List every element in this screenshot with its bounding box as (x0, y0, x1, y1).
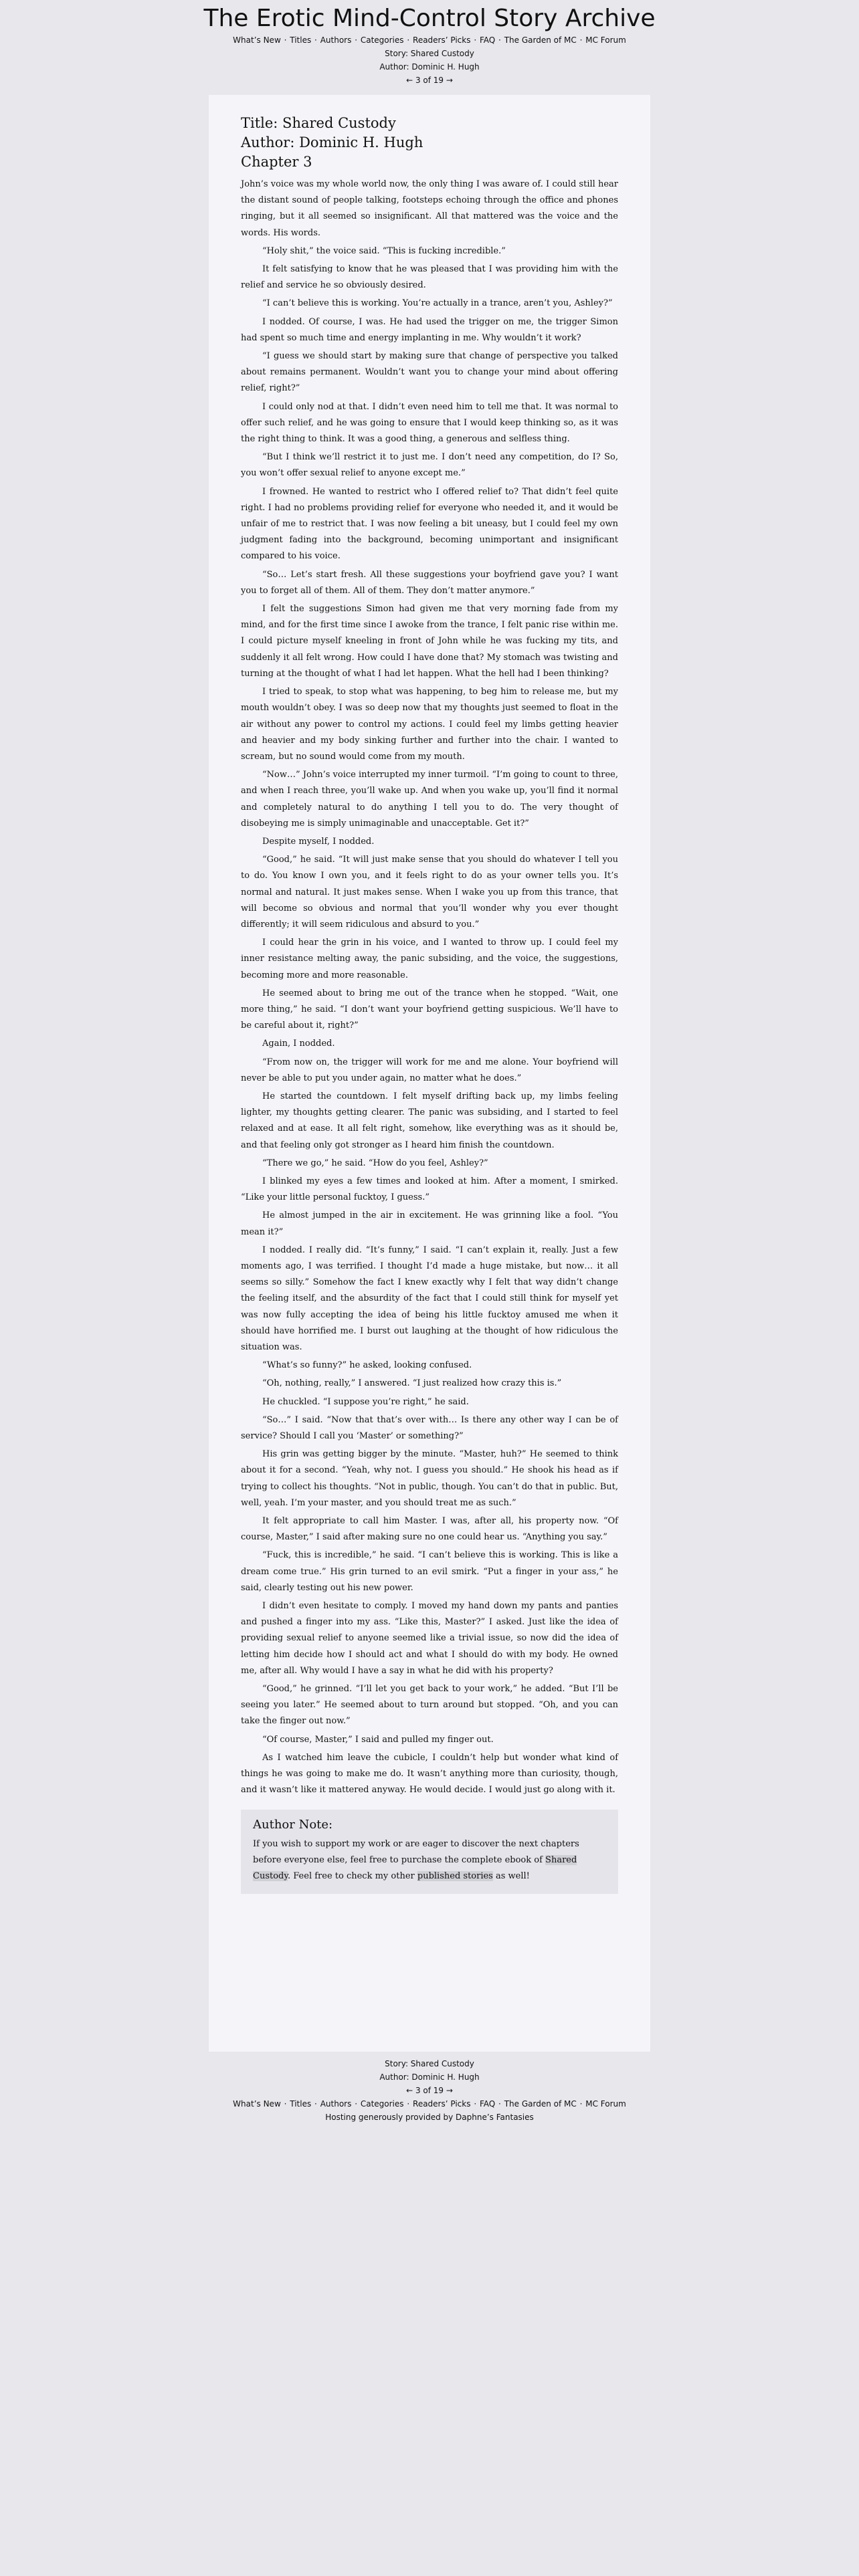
nav-separator: · (474, 35, 477, 45)
nav-separator: · (498, 2099, 501, 2109)
hosting-credit-link[interactable]: Hosting generously provided by Daphne’s Fantasies (325, 2113, 534, 2122)
story-paragraph: I didn’t even hesitate to comply. I moved my hand down my pants and panties and pushed a finger into my ass. “Like this, Master?” I asked. Just like the idea of providing sexual relief to anyone seemed like a trivial issue, so now did the idea of letting him decide how I should act and what I should do with my body. He owned me, after all. Why would I have a say in what he did with his property? (241, 1601, 618, 1676)
story-paragraph: I nodded. Of course, I was. He had used the trigger on me, the trigger Simon had spent so much time and energy implanting in me. Why wouldn’t it work? (241, 316, 618, 343)
author-note-box (241, 1810, 618, 1894)
nav-separator: · (579, 2099, 583, 2109)
story-paragraph: “Fuck, this is incredible,” he said. “I can’t believe this is working. This is like a dream come true.” His grin turned to an evil smirk. “Put a finger in your ass,” he said, clearly testing out his new power. (241, 1550, 618, 1593)
nav-authors[interactable]: Authors (320, 35, 352, 45)
header-story-link[interactable]: Story: Shared Custody (385, 49, 474, 58)
site-header (0, 0, 859, 87)
footer-nav-authors[interactable]: Authors (320, 2099, 352, 2109)
story-paragraph: I could only nod at that. I didn’t even need him to tell me that. It was normal to offer such relief, and he was going to ensure that I would keep thinking so, as it was the right thing to think. It was a good thing, a generous and selfless thing. (241, 401, 618, 445)
footer-nav-mc-forum[interactable]: MC Forum (585, 2099, 626, 2109)
story-paragraph: “I can’t believe this is working. You’re actually in a trance, aren’t you, Ashley?” (262, 298, 613, 309)
story-chapter: Chapter 3 (241, 154, 312, 170)
header-story-link-row (0, 47, 859, 60)
story-paragraph: Despite myself, I nodded. (262, 836, 375, 847)
story-paragraph: “There we go,” he said. “How do you feel, Ashley?” (262, 1158, 488, 1168)
site-title[interactable]: The Erotic Mind-Control Story Archive (203, 5, 656, 32)
story-paragraph: “What’s so funny?” he asked, looking confused. (262, 1360, 472, 1371)
nav-separator: · (407, 2099, 410, 2109)
footer-nav-garden-of-mc[interactable]: The Garden of MC (504, 2099, 577, 2109)
author-note-text (253, 1836, 606, 1885)
story-paragraph: “Good,” he said. “It will just make sense that you should do whatever I tell you to do. You know I own you, and it feels right to do as your owner tells you. It’s normal and natural. It just makes sense. When I wake you up from this trance, that will become so obvious and normal that you’ll wonder why you ever thought differently; it will seem ridiculous and absurd to you.” (241, 855, 618, 930)
nav-separator: · (314, 2099, 317, 2109)
story-paragraph: He started the countdown. I felt myself drifting back up, my limbs feeling lighter, my thoughts getting clearer. The panic was subsiding, and I started to feel relaxed and at ease. It all felt right, somehow, like everything was as it should be, and that feeling only got stronger as I heard him finish the countdown. (241, 1091, 618, 1150)
footer-nav-readers-picks[interactable]: Readers’ Picks (413, 2099, 471, 2109)
nav-separator: · (407, 35, 410, 45)
nav-separator: · (355, 35, 358, 45)
nav-separator: · (579, 35, 583, 45)
story-paragraph: “Oh, nothing, really,” I answered. “I just realized how crazy this is.” (262, 1378, 562, 1389)
author-note-title: Author Note: (253, 1817, 333, 1832)
story-paragraph: He chuckled. “I suppose you’re right,” he said. (262, 1396, 469, 1407)
nav-separator: · (284, 35, 287, 45)
footer-story-link[interactable]: Story: Shared Custody (385, 2059, 474, 2068)
footer-pager-link[interactable]: ← 3 of 19 → (406, 2086, 453, 2095)
nav-separator: · (284, 2099, 287, 2109)
footer-nav-categories[interactable]: Categories (360, 2099, 404, 2109)
nav-separator: · (314, 35, 317, 45)
published-stories-link[interactable]: published stories (417, 1870, 493, 1881)
header-pager-link[interactable]: ← 3 of 19 → (406, 76, 453, 85)
story-paragraph: It felt satisfying to know that he was pleased that I was providing him with the relief and service he so obviously desired. (241, 264, 618, 291)
nav-separator: · (474, 2099, 477, 2109)
story-paragraph: “But I think we’ll restrict it to just me. I don’t need any competition, do I? So, you won’t offer sexual relief to anyone except me.” (241, 452, 618, 479)
story-paragraph: He seemed about to bring me out of the trance when he stopped. “Wait, one more thing,” he said. “I don’t want your boyfriend getting suspicious. We’ll have to be careful about it, right?” (241, 988, 618, 1031)
story-content (209, 95, 650, 1894)
header-author-link-row (0, 60, 859, 74)
story-paragraph: “I guess we should start by making sure that change of perspective you talked about remains permanent. Wouldn’t want you to change your mind about offering relief, right?” (241, 351, 618, 394)
story-body (241, 177, 618, 1799)
story-paragraph: “So…” I said. “Now that that’s over with… Is there any other way I can be of service? Should I call you ‘Master’ or something?” (241, 1414, 618, 1442)
author-note-text-after: as well! (492, 1870, 530, 1881)
footer-nav-titles[interactable]: Titles (290, 2099, 312, 2109)
story-author: Author: Dominic H. Hugh (241, 134, 423, 150)
story-paragraph: John’s voice was my whole world now, the only thing I was aware of. I could still hear the distant sound of people talking, footsteps echoing through the office and phones ringing, but it all seemed so insignificant. All that mattered was the voice and the words. His words. (241, 179, 618, 238)
story-paragraph: “Good,” he grinned. “I’ll let you get back to your work,” he added. “But I’ll be seeing you later.” He seemed about to turn around but stopped. “Oh, and you can take the finger out now.” (241, 1684, 618, 1727)
story-paragraph: I nodded. I really did. “It’s funny,” I said. “I can’t explain it, really. Just a few moments ago, I was terrified. I thought I’d made a huge mistake, but now… it all seems so silly.” Somehow the fact I knew exactly why I felt that way didn’t change the feeling itself, and the absurdity of the fact that I could still think for myself yet was now fully accepting the idea of being his little fucktoy amused me when it should have horrified me. I burst out laughing at the thought of how ridiculous the situation was. (241, 1245, 618, 1353)
story-paragraph: “Of course, Master,” I said and pulled my finger out. (262, 1734, 494, 1745)
story-title: Title: Shared Custody (241, 115, 396, 131)
author-note-text-before: If you wish to support my work or are eager to discover the next chapters before everyone else, feel free to purchase the complete ebook of (253, 1838, 579, 1865)
story-paragraph: “From now on, the trigger will work for me and me alone. Your boyfriend will never be able to put you under again, no matter what he does.” (241, 1057, 618, 1083)
story-paragraph: I felt the suggestions Simon had given me that very morning fade from my mind, and for the first time since I awoke from the trance, I felt panic rise within me. I could picture myself kneeling in front of John while he was fucking my tits, and suddenly it all felt wrong. How could I have done that? My stomach was twisting and turning at the thought of what I had let happen. What the hell had I been thinking? (241, 604, 618, 679)
story-panel (209, 95, 650, 2052)
nav-faq[interactable]: FAQ (479, 35, 496, 45)
story-paragraph: I frowned. He wanted to restrict who I offered relief to? That didn’t feel quite right. I had no problems providing relief for everyone who needed it, and it would be unfair of me to restrict that. I was now feeling a bit uneasy, but I could feel my own judgment fading into the background, becoming unimportant and insignificant compared to his voice. (241, 486, 618, 562)
site-footer (0, 2057, 859, 2124)
nav-separator: · (355, 2099, 358, 2109)
nav-readers-picks[interactable]: Readers’ Picks (413, 35, 471, 45)
footer-story-link-row (0, 2057, 859, 2070)
top-nav (0, 33, 859, 47)
hosting-credit-row (0, 2111, 859, 2124)
story-paragraph: He almost jumped in the air in excitement. He was grinning like a fool. “You mean it?” (241, 1210, 618, 1237)
footer-nav (0, 2097, 859, 2111)
nav-separator: · (498, 35, 501, 45)
story-paragraph: “So… Let’s start fresh. All these suggestions your boyfriend gave you? I want you to forget all of them. All of them. They don’t matter anymore.” (241, 569, 618, 596)
header-chapter-pager (0, 74, 859, 87)
story-paragraph: His grin was getting bigger by the minute. “Master, huh?” He seemed to think about it for a second. “Yeah, why not. I guess you should.” He shook his head as if trying to collect his thoughts. “Not in public, though. You can’t do that in public. But, well, yeah. I’m your master, and you should treat me as such.” (241, 1449, 618, 1508)
nav-garden-of-mc[interactable]: The Garden of MC (504, 35, 577, 45)
ebook-link[interactable]: Shared Custody (253, 1854, 577, 1881)
story-paragraph: I tried to speak, to stop what was happening, to beg him to release me, but my mouth wouldn’t obey. I was so deep now that my thoughts just seemed to float in the air without any power to control my actions. I could feel my limbs getting heavier and heavier and my body sinking further and further into the chair. I wanted to scream, but no sound would come from my mouth. (241, 687, 618, 762)
story-paragraph: Again, I nodded. (262, 1039, 335, 1049)
footer-chapter-pager (0, 2084, 859, 2097)
header-author-link[interactable]: Author: Dominic H. Hugh (379, 62, 480, 72)
story-paragraph: “Holy shit,” the voice said. “This is fucking incredible.” (262, 245, 506, 256)
nav-whats-new[interactable]: What’s New (233, 35, 281, 45)
story-paragraph: As I watched him leave the cubicle, I couldn’t help but wonder what kind of things he was going to make me do. It wasn’t anything more than curiosity, though, and it wasn’t like it mattered anyway. He would decide. I would just go along with it. (241, 1752, 618, 1796)
nav-titles[interactable]: Titles (290, 35, 312, 45)
story-paragraph: I blinked my eyes a few times and looked at him. After a moment, I smirked. “Like your little personal fucktoy, I guess.” (241, 1176, 618, 1203)
nav-mc-forum[interactable]: MC Forum (585, 35, 626, 45)
footer-author-link[interactable]: Author: Dominic H. Hugh (379, 2072, 480, 2082)
nav-categories[interactable]: Categories (360, 35, 404, 45)
footer-author-link-row (0, 2070, 859, 2084)
story-paragraph: I could hear the grin in his voice, and I wanted to throw up. I could feel my inner resistance melting away, the panic subsiding, and the voice, the suggestions, becoming more and more reasonable. (241, 938, 618, 980)
footer-nav-faq[interactable]: FAQ (479, 2099, 496, 2109)
story-paragraph: It felt appropriate to call him Master. I was, after all, his property now. “Of course, Master,” I said after making sure no one could hear us. “Anything you say.” (241, 1516, 618, 1543)
footer-nav-whats-new[interactable]: What’s New (233, 2099, 281, 2109)
story-paragraph: “Now…” John’s voice interrupted my inner turmoil. “I’m going to count to three, and when I reach three, you’ll wake up. And when you wake up, you’ll find it normal and completely natural to do anything I tell you to do. The very thought of disobeying me is simply unimaginable and unacceptable. Get it?” (241, 770, 618, 829)
author-note-text-middle: . Feel free to check my other (287, 1870, 417, 1881)
